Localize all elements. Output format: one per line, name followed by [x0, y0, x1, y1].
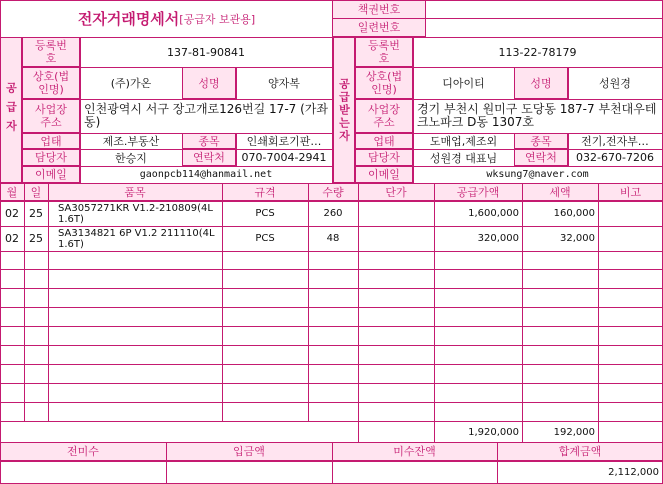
balance-label: 미수잔액	[393, 445, 436, 458]
doc-title: 전자거래명세서	[77, 9, 180, 28]
buyer-email: wksung7@naver.com	[486, 169, 589, 180]
buyer-addr-label: 사업장주소	[368, 103, 400, 129]
buyer-name-label: 상호(법인명)	[365, 70, 403, 96]
supplier-name: (주)가온	[110, 77, 152, 90]
row1-supply: 1,600,000	[468, 208, 519, 219]
supplier-reg-no: 137-81-90841	[167, 45, 245, 59]
buyer-contact: 성원경 대표님	[429, 151, 498, 165]
row2-month: 02	[5, 232, 19, 245]
buyer-addr: 경기 부천시 원미구 도당동 187-7 부천대우테크노파크 D동 1307호	[417, 102, 657, 129]
row2-note	[598, 226, 663, 251]
buyer-phone: 032-670-7206	[576, 151, 654, 164]
supplier-reg-label: 등록번호	[35, 39, 67, 65]
supplier-biz-type-label: 업태	[40, 134, 62, 148]
prev-balance-label: 전미수	[67, 445, 99, 458]
prev-balance-value	[0, 461, 166, 483]
row2-unit-price	[358, 226, 434, 251]
row1-spec: PCS	[255, 208, 275, 219]
col-spec-header: 규격	[254, 185, 276, 199]
supplier-email-label: 이메일	[35, 168, 67, 181]
supplier-email: gaonpcb114@hanmail.net	[139, 169, 273, 180]
total-value: 2,112,000	[608, 466, 659, 478]
buyer-side-label: 공급받는자	[337, 77, 351, 143]
supplier-side-label: 공급자	[4, 81, 18, 139]
supplier-biz-item-label: 종목	[198, 134, 220, 148]
row1-item: SA3057271KR V1.2-210809(4L 1.6T)	[58, 202, 213, 225]
supplier-rep-label: 성명	[198, 76, 220, 90]
supplier-addr-label: 사업장주소	[35, 103, 67, 129]
row1-day: 25	[29, 207, 43, 220]
balance-value	[332, 461, 497, 483]
col-tax-header: 세액	[549, 185, 571, 199]
supplier-contact: 한승지	[115, 151, 147, 165]
row1-qty: 260	[323, 208, 343, 219]
received-label: 입금액	[233, 445, 265, 458]
buyer-email-label: 이메일	[368, 168, 400, 181]
serial-no-label: 일련번호	[357, 21, 401, 34]
col-month-header: 월	[6, 185, 18, 199]
supplier-contact-label: 담당자	[35, 151, 67, 164]
buyer-biz-type: 도매업,제조외	[429, 135, 498, 148]
doc-title-box	[1, 1, 332, 37]
col-item-header: 품목	[124, 185, 146, 199]
row1-tax: 160,000	[553, 208, 595, 219]
col-note-header: 비고	[619, 185, 642, 199]
supplier-biz-item: 인쇄회로기판…	[246, 135, 322, 148]
buyer-phone-label: 연락처	[525, 151, 557, 164]
col-unit-price-header: 단가	[385, 185, 407, 199]
row2-day: 25	[29, 232, 43, 245]
buyer-reg-no: 113-22-78179	[498, 45, 577, 59]
buyer-name: 디아이티	[442, 77, 485, 90]
buyer-biz-item: 전기,전자부…	[581, 135, 649, 148]
col-supply-header: 공급가액	[456, 185, 500, 199]
row2-item: SA3134821 6P V1.2 211110(4L 1.6T)	[58, 227, 215, 250]
buyer-rep-label: 성명	[530, 76, 552, 90]
total-label: 합계금액	[558, 445, 602, 458]
supplier-biz-type: 제조.부동산	[102, 135, 160, 148]
row2-qty: 48	[326, 233, 340, 244]
buyer-contact-label: 담당자	[368, 151, 400, 164]
supplier-name-label: 상호(법인명)	[32, 70, 70, 96]
supplier-phone: 070-7004-2941	[241, 151, 327, 164]
row1-unit-price	[358, 201, 434, 226]
row2-spec: PCS	[255, 233, 275, 244]
row2-supply: 320,000	[477, 233, 519, 244]
subtotal-supply: 1,920,000	[468, 426, 519, 438]
row2-tax: 32,000	[560, 233, 595, 244]
book-no-label: 책권번호	[357, 3, 401, 16]
supplier-rep: 양자복	[268, 77, 300, 90]
doc-title-sub: [공급자 보관용]	[179, 12, 256, 26]
row1-month: 02	[5, 207, 19, 220]
subtotal-label-center	[340, 422, 400, 442]
row1-note	[598, 201, 663, 226]
supplier-phone-label: 연락처	[193, 151, 225, 164]
received-value	[166, 461, 332, 483]
buyer-reg-label: 등록번호	[368, 39, 400, 65]
buyer-biz-item-label: 종목	[530, 134, 552, 148]
col-qty-header: 수량	[322, 185, 344, 199]
subtotal-tax: 192,000	[553, 426, 595, 438]
col-day-header: 일	[30, 185, 42, 199]
buyer-rep: 성원경	[599, 77, 631, 90]
buyer-biz-type-label: 업태	[373, 134, 395, 148]
supplier-addr: 인천광역시 서구 장고개로126번길 17-7 (가좌동)	[84, 102, 328, 129]
